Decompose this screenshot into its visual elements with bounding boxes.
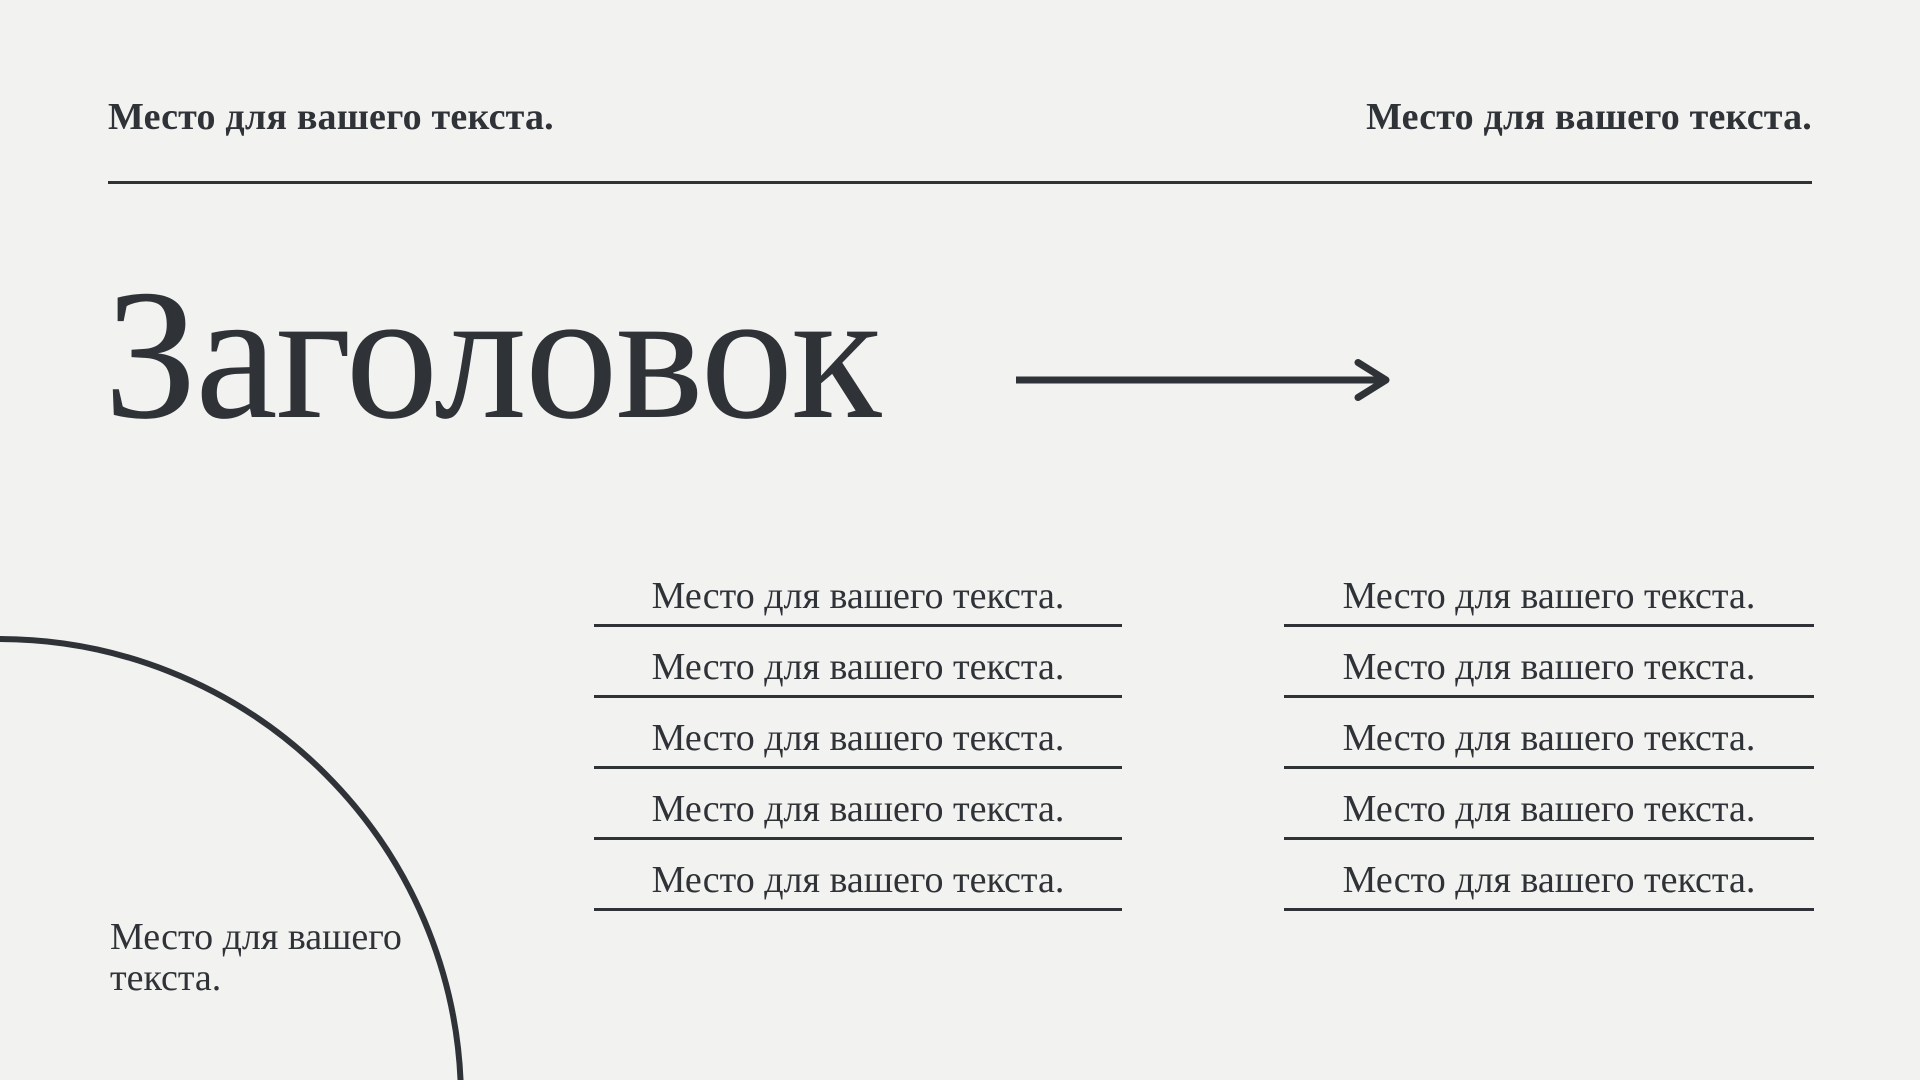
list-item: Место для вашего текста. — [1284, 858, 1814, 911]
list-item: Место для вашего текста. — [594, 574, 1122, 627]
header — [108, 96, 1812, 138]
list-item: Место для вашего текста. — [594, 716, 1122, 769]
footer-note: Место для вашего текста. — [110, 916, 402, 999]
list-item: Место для вашего текста. — [1284, 716, 1814, 769]
right-arrow-icon — [1014, 352, 1394, 408]
placeholder-list-left — [594, 574, 1122, 929]
list-item: Место для вашего текста. — [1284, 645, 1814, 698]
list-item: Место для вашего текста. — [594, 858, 1122, 911]
header-left-label: Место для вашего текста. — [108, 96, 554, 138]
header-right-label: Место для вашего текста. — [1366, 96, 1812, 138]
circle-outline-icon — [0, 636, 464, 1080]
list-item: Место для вашего текста. — [594, 787, 1122, 840]
page-title: Заголовок — [104, 252, 880, 458]
list-item: Место для вашего текста. — [1284, 574, 1814, 627]
header-divider — [108, 181, 1812, 184]
placeholder-list-right — [1284, 574, 1814, 929]
list-item: Место для вашего текста. — [594, 645, 1122, 698]
list-item: Место для вашего текста. — [1284, 787, 1814, 840]
